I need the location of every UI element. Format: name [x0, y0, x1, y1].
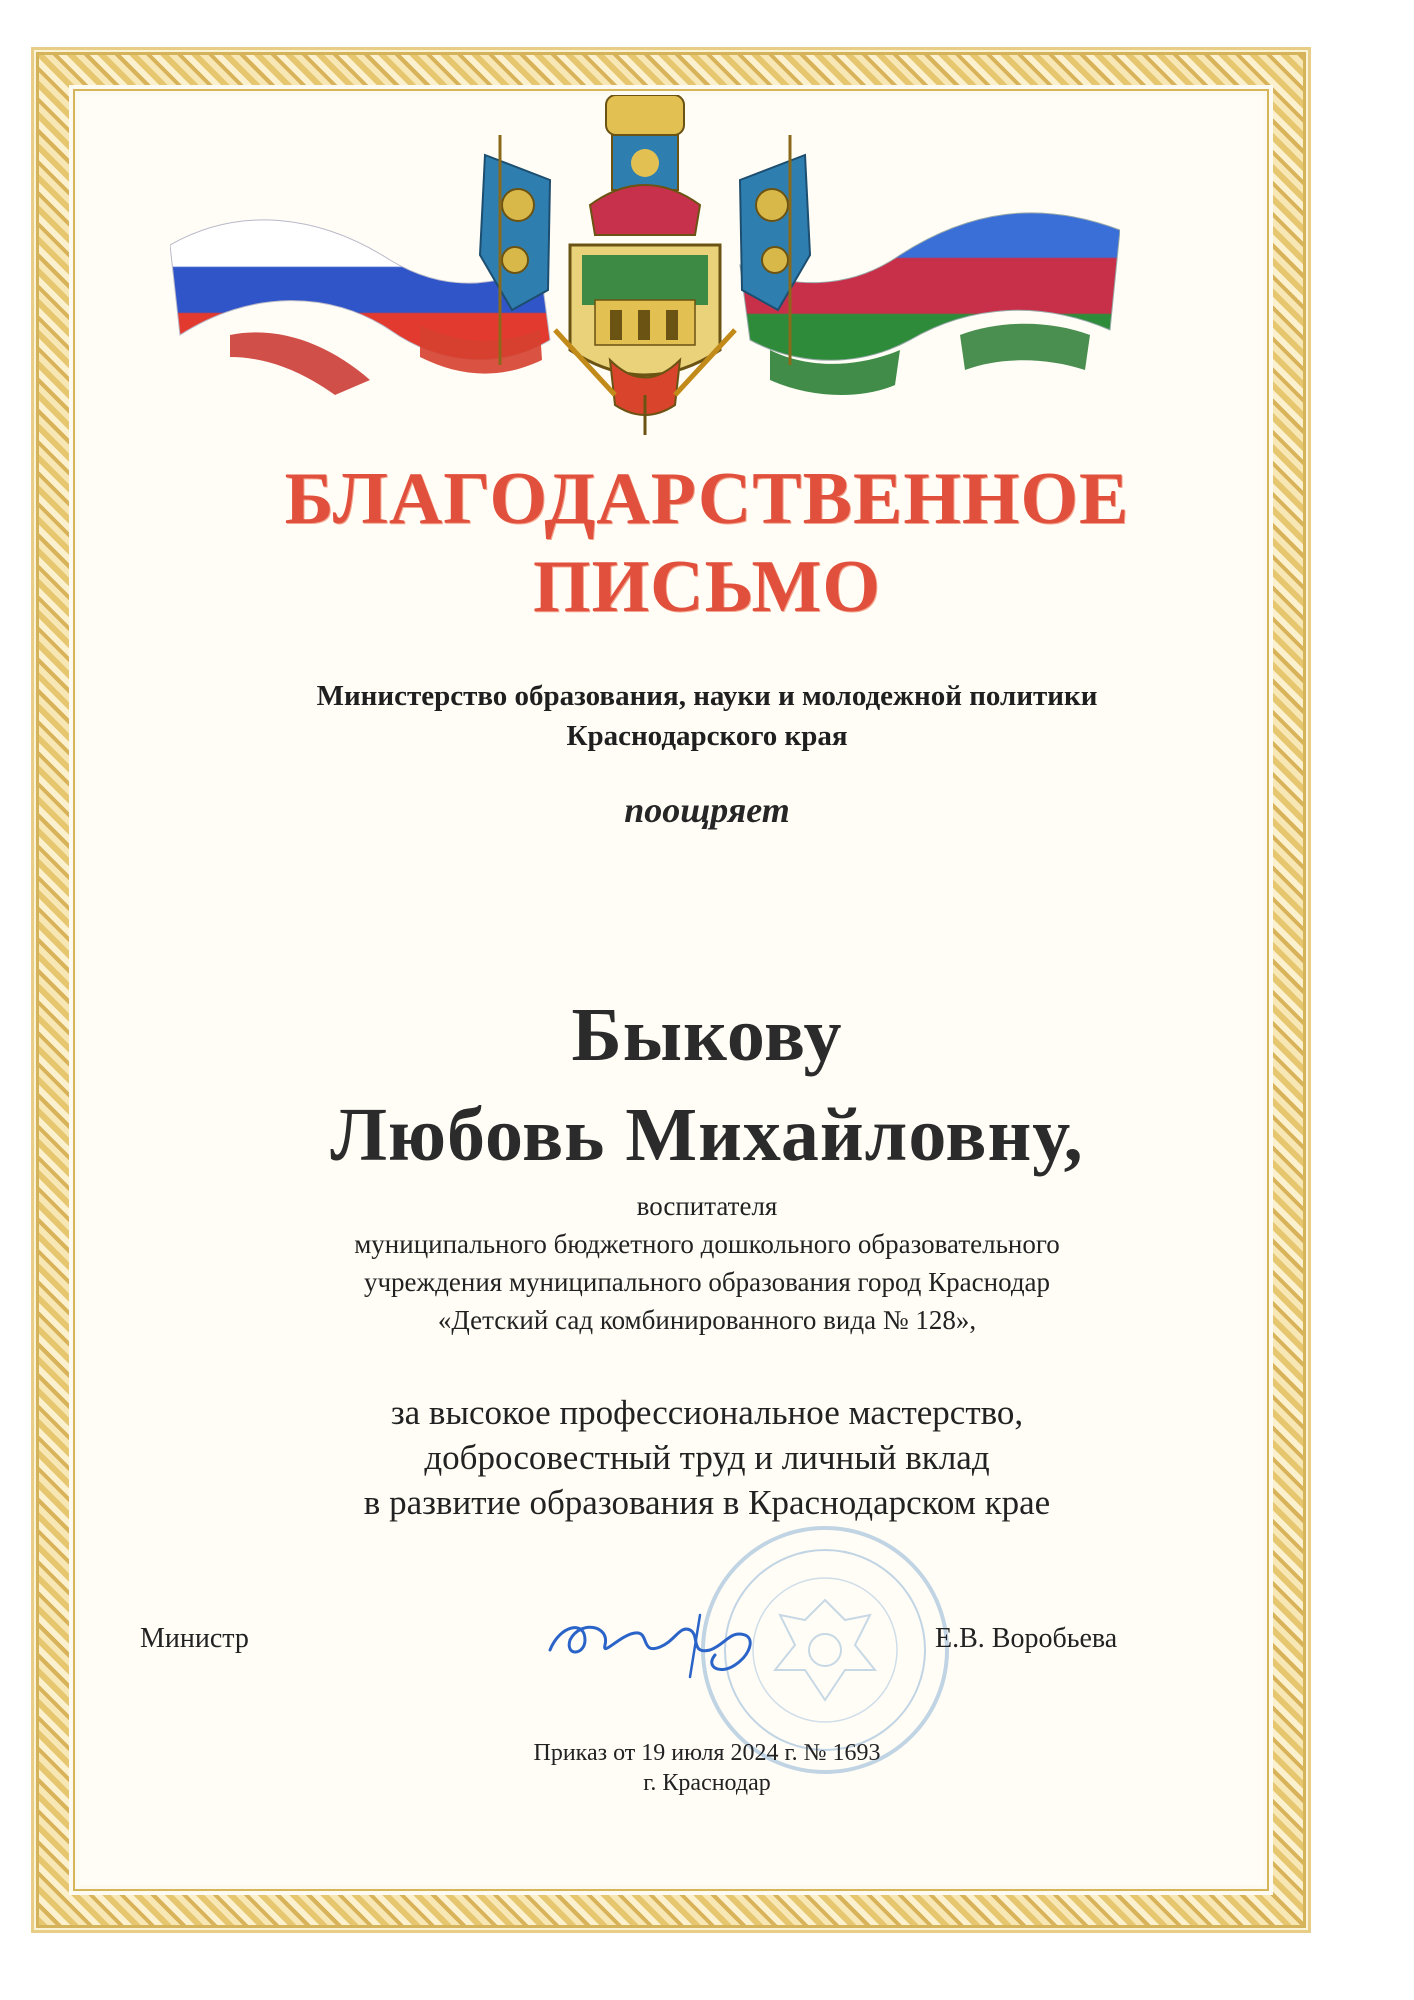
- institution-line-2: учреждения муниципального образования город Краснодар: [363, 1267, 1051, 1297]
- coat-of-arms-icon: [170, 95, 1120, 440]
- signatory-name: Е.В. Воробьева: [935, 1623, 1118, 1654]
- recipient-given-names: Любовь Михайловну,: [330, 1093, 1084, 1177]
- title-line-1: БЛАГОДАРСТВЕННОЕ: [284, 458, 1130, 540]
- recipient-details: [0, 1187, 1414, 1339]
- award-reason: [0, 1390, 1414, 1525]
- recipient-surname: Быкову: [571, 993, 843, 1077]
- order-reference: [0, 1738, 1414, 1798]
- reason-line-2: добросовестный труд и личный вклад: [424, 1438, 990, 1477]
- issuer: [0, 676, 1414, 756]
- signatory-role: Министр: [140, 1623, 249, 1654]
- recipient-position: воспитателя: [636, 1191, 778, 1221]
- institution-line-1: муниципального бюджетного дошкольного образовательного: [354, 1229, 1060, 1259]
- issuer-line-2: Краснодарского края: [566, 720, 848, 752]
- reason-line-3: в развитие образования в Краснодарском крае: [363, 1483, 1051, 1522]
- place-line: г. Краснодар: [643, 1770, 771, 1796]
- institution-line-3: «Детский сад комбинированного вида № 128»,: [437, 1305, 977, 1335]
- order-line: Приказ от 19 июля 2024 г. № 1693: [533, 1740, 881, 1766]
- reason-line-1: за высокое профессиональное мастерство,: [390, 1393, 1024, 1432]
- document-title: [0, 455, 1414, 631]
- handwritten-signature-icon: [540, 1595, 770, 1685]
- issuer-line-1: Министерство образования, науки и молодежной политики: [316, 680, 1098, 712]
- title-line-2: ПИСЬМО: [533, 546, 881, 628]
- recipient-name: [0, 985, 1414, 1185]
- central-shield: [555, 95, 735, 435]
- action-verb: поощряет: [624, 790, 790, 830]
